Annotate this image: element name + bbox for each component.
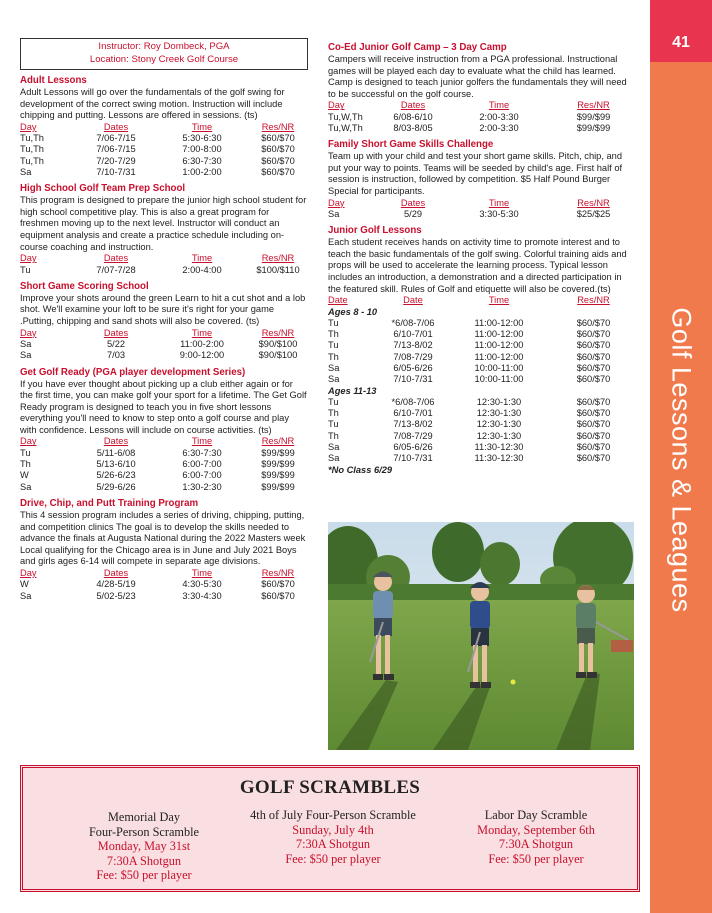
page-number: 41	[672, 34, 690, 51]
scramble-event-memorial-day	[59, 810, 229, 883]
schedule-row	[328, 112, 633, 123]
schedule-cell: W	[20, 470, 29, 481]
header-day: Day	[328, 100, 345, 111]
age-group-label: Ages 11-13	[328, 385, 377, 396]
schedule-cell: $90/$100	[258, 350, 298, 361]
schedule-cell: 7/10-7/31	[96, 166, 136, 177]
schedule-cell: 12:30-1:30	[476, 408, 522, 419]
schedule-row	[328, 329, 633, 340]
junior-golfers-photo	[328, 522, 634, 750]
schedule-cell: 7/03	[106, 350, 126, 361]
schedule-cell: 7/07-7/28	[96, 264, 136, 275]
schedule-row	[328, 209, 633, 220]
schedule-row	[20, 591, 308, 602]
schedule-cell: Sa	[20, 481, 32, 492]
schedule-cell: 6/05-6/26	[393, 362, 433, 373]
schedule-cell: $100/$110	[256, 264, 300, 275]
header-res: Res/NR	[577, 295, 610, 306]
schedule-cell: 5/22	[106, 338, 126, 349]
schedule-cell: Sa	[328, 362, 340, 373]
schedule-cell: 4:30-5:30	[182, 579, 222, 590]
schedule-row	[328, 363, 633, 374]
schedule-cell: $60/$70	[576, 329, 611, 340]
header-day: Day	[328, 197, 345, 208]
age-group-label: Ages 8 - 10	[328, 306, 378, 317]
schedule-cell: 4/28-5/19	[96, 579, 136, 590]
schedule-cell: $99/$99	[576, 111, 611, 122]
schedule-cell: 6/10-7/01	[393, 408, 433, 419]
header-res: Res/NR	[577, 100, 610, 111]
schedule-cell: 10:00-11:00	[474, 374, 524, 385]
event-time: 7:30A Shotgun	[295, 837, 371, 851]
event-fee: Fee: $50 per player	[285, 851, 381, 866]
schedule-cell: 3:30-4:30	[182, 590, 222, 601]
section-description: Each student receives hands on activity time to promote interest and to teach the basic fundamentals of the golf swing. Colorful training aids and props will be used to accelerate the learning process. Typical lesson includes an introduction, a demonstration and a directed participation in the featured skill. Rules of Golf and etiquette will also be covered.(ts)	[328, 237, 627, 294]
schedule-cell: Tu,W,Th	[328, 111, 363, 122]
schedule-cell: 6/08-6/10	[393, 111, 433, 122]
schedule-cell: Sa	[20, 166, 32, 177]
schedule-cell: 7/13-8/02	[393, 340, 433, 351]
schedule-row	[20, 339, 308, 350]
schedule-cell: 7/13-8/02	[393, 419, 433, 430]
schedule-row	[328, 397, 633, 408]
schedule-cell: *6/08-7/06	[391, 396, 435, 407]
schedule-table	[20, 436, 308, 492]
schedule-row	[20, 459, 308, 470]
schedule-cell: 1:30-2:30	[182, 481, 222, 492]
section-title: Co-Ed Junior Golf Camp – 3 Day Camp	[328, 42, 507, 53]
section-title: Family Short Game Skills Challenge	[328, 139, 494, 151]
header-time: Time	[488, 197, 510, 208]
schedule-row	[328, 453, 633, 464]
instructor-line: Instructor: Roy Dombeck, PGA	[98, 41, 230, 52]
schedule-cell: $60/$70	[576, 317, 611, 328]
schedule-cell: Tu,Th	[20, 133, 44, 144]
schedule-cell: $60/$70	[261, 579, 295, 590]
event-date: Monday, September 6th	[477, 822, 595, 837]
schedule-cell: Sa	[328, 442, 340, 453]
schedule-note: *No Class 6/29	[328, 464, 393, 475]
schedule-cell: $90/$100	[258, 338, 298, 349]
schedule-row	[20, 144, 308, 155]
schedule-table	[20, 568, 308, 602]
schedule-cell: 2:00-3:30	[479, 122, 519, 133]
header-day: Day	[20, 567, 37, 578]
schedule-row	[20, 133, 308, 144]
schedule-cell: 7/08-7/29	[393, 351, 433, 362]
schedule-cell: $99/$99	[261, 481, 295, 492]
schedule-cell: $60/$70	[576, 453, 611, 464]
schedule-row	[20, 156, 308, 167]
program-section	[20, 367, 308, 493]
schedule-cell: $60/$70	[261, 155, 295, 166]
header-dates: Dates	[103, 327, 129, 338]
header-dates: Dates	[400, 197, 426, 208]
schedule-cell: 5/29-6/26	[96, 481, 136, 492]
header-dates: Dates	[103, 567, 129, 578]
schedule-cell: 7/06-7/15	[96, 144, 136, 155]
schedule-cell: 5/13-6/10	[96, 459, 136, 470]
schedule-cell: 11:00-12:00	[474, 317, 524, 328]
side-band-top	[650, 0, 712, 62]
header-res: Res/NR	[261, 567, 295, 578]
program-section	[328, 139, 633, 220]
schedule-cell: Sa	[20, 590, 32, 601]
schedule-cell: Tu,Th	[20, 155, 44, 166]
schedule-cell: Tu	[328, 317, 339, 328]
schedule-row	[20, 167, 308, 178]
schedule-cell: $60/$70	[261, 144, 295, 155]
schedule-cell: Tu	[328, 340, 339, 351]
schedule-cell: $60/$70	[576, 374, 611, 385]
header-time: Time	[191, 327, 213, 338]
schedule-cell: $60/$70	[576, 419, 611, 430]
left-sections	[20, 75, 308, 602]
event-fee: Fee: $50 per player	[96, 868, 192, 882]
section-title: Get Golf Ready (PGA player development Series)	[20, 366, 246, 378]
event-name: 4th of July Four-Person Scramble	[250, 808, 416, 822]
header-time: Time	[488, 100, 510, 111]
schedule-cell: 7/20-7/29	[96, 155, 136, 166]
header-dates: Dates	[103, 253, 129, 264]
schedule-cell: 5/02-5/23	[96, 590, 136, 601]
schedule-cell: Th	[328, 329, 339, 340]
section-title: Drive, Chip, and Putt Training Program	[20, 497, 199, 509]
event-date: Monday, May 31st	[97, 839, 191, 853]
header-res: Res/NR	[261, 253, 295, 264]
header-time: Time	[191, 436, 213, 447]
schedule-cell: $25/$25	[576, 208, 611, 219]
schedule-cell: 6/10-7/01	[393, 329, 433, 340]
header-res: Res/NR	[261, 436, 295, 447]
schedule-cell: Sa	[328, 374, 340, 385]
schedule-cell: 5/29	[403, 208, 423, 219]
schedule-row	[328, 408, 633, 419]
schedule-cell: 6/05-6/26	[393, 442, 433, 453]
header-date: Date	[403, 295, 423, 306]
schedule-cell: Sa	[20, 350, 32, 361]
scramble-event-labor-day	[441, 808, 631, 866]
schedule-row	[20, 350, 308, 361]
program-section	[20, 498, 308, 602]
schedule-cell: $60/$70	[576, 396, 611, 407]
header-res: Res/NR	[577, 197, 610, 208]
schedule-cell: $60/$70	[261, 166, 295, 177]
schedule-cell: 11:00-2:00	[180, 338, 224, 349]
section-description: Adult Lessons will go over the fundamentals of the golf swing for development of the correct swing motion. Instruction will include chipping and putting. Lessons are offered in sessions. (ts)	[20, 87, 285, 121]
schedule-cell: 11:30-12:30	[474, 442, 524, 453]
junior-schedule-table	[328, 295, 633, 464]
junior-section	[328, 225, 633, 476]
section-description: This program is designed to prepare the junior high school student for high school competitive play. This is also a great program for freshmen moving up to the next level. Instructor will conduct an equipment analysis and create a practice schedule including on-course coaching and instruction.	[20, 195, 307, 252]
schedule-cell: $60/$70	[576, 408, 611, 419]
schedule-cell: 6:00-7:00	[182, 470, 222, 481]
schedule-cell: 6:00-7:00	[182, 459, 222, 470]
program-section	[20, 281, 308, 362]
schedule-cell: 12:30-1:30	[476, 396, 522, 407]
schedule-cell: 7/10-7/31	[393, 453, 433, 464]
program-section	[20, 183, 308, 276]
schedule-row	[328, 123, 633, 134]
schedule-cell: 11:00-12:00	[474, 329, 524, 340]
schedule-cell: 10:00-11:00	[474, 362, 524, 373]
schedule-cell: Th	[328, 351, 339, 362]
section-description: Team up with your child and test your short game skills. Pitch, chip, and put your way to points. Teams will be seeded by child's age. First half of session is instruction, followed by competition. $5 Half Pound Burger Special for participants.	[328, 151, 623, 197]
event-date: Sunday, July 4th	[292, 822, 374, 837]
scrambles-title: GOLF SCRAMBLES	[239, 777, 421, 798]
header-time: Time	[191, 567, 213, 578]
schedule-table	[328, 100, 633, 134]
schedule-cell: $60/$70	[576, 430, 611, 441]
left-column	[20, 38, 308, 602]
event-name: Memorial Day	[107, 810, 181, 824]
program-section	[20, 75, 308, 178]
scramble-event-july-4th	[233, 808, 433, 866]
schedule-cell: 5:30-6:30	[182, 133, 222, 144]
schedule-cell: Tu	[328, 419, 339, 430]
right-sections	[328, 42, 633, 220]
schedule-cell: 11:00-12:00	[474, 340, 524, 351]
schedule-cell: 3:30-5:30	[479, 208, 519, 219]
header-dates: Dates	[103, 436, 129, 447]
schedule-cell: $60/$70	[576, 351, 611, 362]
schedule-row	[328, 374, 633, 385]
schedule-row	[20, 448, 308, 459]
header-dates: Dates	[103, 121, 129, 132]
schedule-cell: 5/26-6/23	[96, 470, 136, 481]
instructor-box	[20, 38, 308, 70]
schedule-cell: Th	[328, 430, 339, 441]
header-day: Day	[20, 327, 37, 338]
section-title: Adult Lessons	[20, 75, 87, 86]
header-time: Time	[191, 253, 213, 264]
schedule-cell: Tu,Th	[20, 144, 44, 155]
section-title: High School Golf Team Prep School	[20, 183, 186, 195]
age-group-row	[328, 386, 633, 397]
schedule-cell: Tu	[20, 264, 31, 275]
schedule-table	[20, 253, 308, 276]
schedule-cell: 8/03-8/05	[393, 122, 433, 133]
schedule-cell: 11:00-12:00	[474, 351, 524, 362]
location-line: Location: Stony Creek Golf Course	[89, 53, 239, 65]
section-description: Improve your shots around the green Learn to hit a cut shot and a lob shot. We'll examine your loft to be sure it's right for your game .Putting, chipping and sand shots will also be covered. (ts)	[20, 292, 306, 327]
event-time: 7:30A Shotgun	[498, 837, 574, 851]
schedule-table	[328, 198, 633, 221]
header-dates: Dates	[400, 100, 426, 111]
header-res: Res/NR	[261, 327, 295, 338]
schedule-cell: 6:30-7:30	[182, 447, 222, 458]
header-day: Day	[20, 253, 37, 264]
event-fee: Fee: $50 per player	[488, 851, 584, 866]
schedule-row	[328, 352, 633, 363]
schedule-cell: 2:00-4:00	[182, 264, 222, 275]
schedule-table	[20, 122, 308, 178]
schedule-cell: 7:00-8:00	[182, 144, 222, 155]
schedule-cell: 7/08-7/29	[393, 430, 433, 441]
section-description: Campers will receive instruction from a PGA professional. Instructional games will be played each day to evaluate what the child has learned. Camp is designed to teach junior golfers the fundamentals they will need to be successful on the golf course.	[328, 54, 627, 99]
schedule-row	[328, 340, 633, 351]
schedule-cell: 12:30-1:30	[476, 419, 522, 430]
age-group-row	[328, 307, 633, 318]
schedule-cell: Th	[20, 459, 31, 470]
schedule-cell: $60/$70	[576, 340, 611, 351]
event-time: 7:30A Shotgun	[106, 853, 182, 868]
schedule-cell: Sa	[20, 338, 32, 349]
header-day: Day	[20, 121, 37, 132]
schedule-cell: Sa	[328, 208, 340, 219]
schedule-row	[328, 442, 633, 453]
schedule-row	[20, 579, 308, 590]
schedule-cell: 11:30-12:30	[474, 453, 524, 464]
side-section-title: Golf Lessons & Leagues	[666, 307, 697, 613]
schedule-cell: W	[20, 579, 29, 590]
schedule-row	[328, 318, 633, 329]
schedule-cell: 6:30-7:30	[182, 155, 222, 166]
event-name: Labor Day Scramble	[484, 808, 588, 822]
schedule-cell: $60/$70	[576, 362, 611, 373]
golf-scrambles-box	[20, 765, 640, 892]
schedule-row	[20, 470, 308, 481]
schedule-row	[328, 431, 633, 442]
schedule-cell: $99/$99	[576, 122, 611, 133]
program-section	[328, 42, 633, 134]
schedule-row	[328, 419, 633, 430]
schedule-cell: $60/$70	[576, 442, 611, 453]
schedule-table	[20, 328, 308, 362]
section-description: If you have ever thought about picking up a club either again or for the first time, you can make golf your sport for a lifetime. The Get Golf Ready program is designed to teach you in five short lessons everything you'll need to know to step onto a golf course and play with confidence. Lessons will include on course activities. (ts)	[20, 378, 307, 435]
schedule-cell: $60/$70	[261, 133, 295, 144]
header-time: Time	[191, 121, 213, 132]
section-title: Junior Golf Lessons	[328, 225, 422, 237]
header-date: Date	[328, 295, 348, 306]
schedule-row	[20, 265, 308, 276]
schedule-cell: Sa	[328, 453, 340, 464]
schedule-row	[20, 482, 308, 493]
schedule-cell: $99/$99	[261, 447, 295, 458]
schedule-cell: Tu,W,Th	[328, 122, 363, 133]
schedule-cell: $99/$99	[261, 459, 295, 470]
schedule-cell: 9:00-12:00	[179, 350, 225, 361]
right-column	[328, 37, 633, 476]
schedule-cell: 1:00-2:00	[182, 166, 222, 177]
schedule-cell: 7/10-7/31	[393, 374, 433, 385]
schedule-cell: Th	[328, 408, 339, 419]
schedule-cell: 12:30-1:30	[476, 430, 522, 441]
section-title: Short Game Scoring School	[20, 280, 149, 292]
schedule-cell: Tu	[328, 396, 339, 407]
schedule-cell: $99/$99	[261, 470, 295, 481]
event-subname: Four-Person Scramble	[88, 824, 200, 839]
schedule-cell: *6/08-7/06	[391, 317, 435, 328]
header-time: Time	[488, 295, 510, 306]
header-day: Day	[20, 436, 37, 447]
schedule-cell: 2:00-3:30	[479, 111, 519, 122]
schedule-cell: 7/06-7/15	[96, 133, 136, 144]
schedule-cell: Tu	[20, 447, 31, 458]
schedule-cell: $60/$70	[261, 590, 295, 601]
schedule-cell: 5/11-6/08	[96, 447, 136, 458]
header-res: Res/NR	[261, 121, 295, 132]
section-description: This 4 session program includes a series of driving, chipping, putting, and competition clinics The goal is to develop the skills needed to advance the finals at Augusta National during the 2022 Masters week Local qualifying for the Chicago area is in June and July 2021 Boys and girls ages 6-14 will compete in separate age divisions.	[20, 509, 306, 567]
